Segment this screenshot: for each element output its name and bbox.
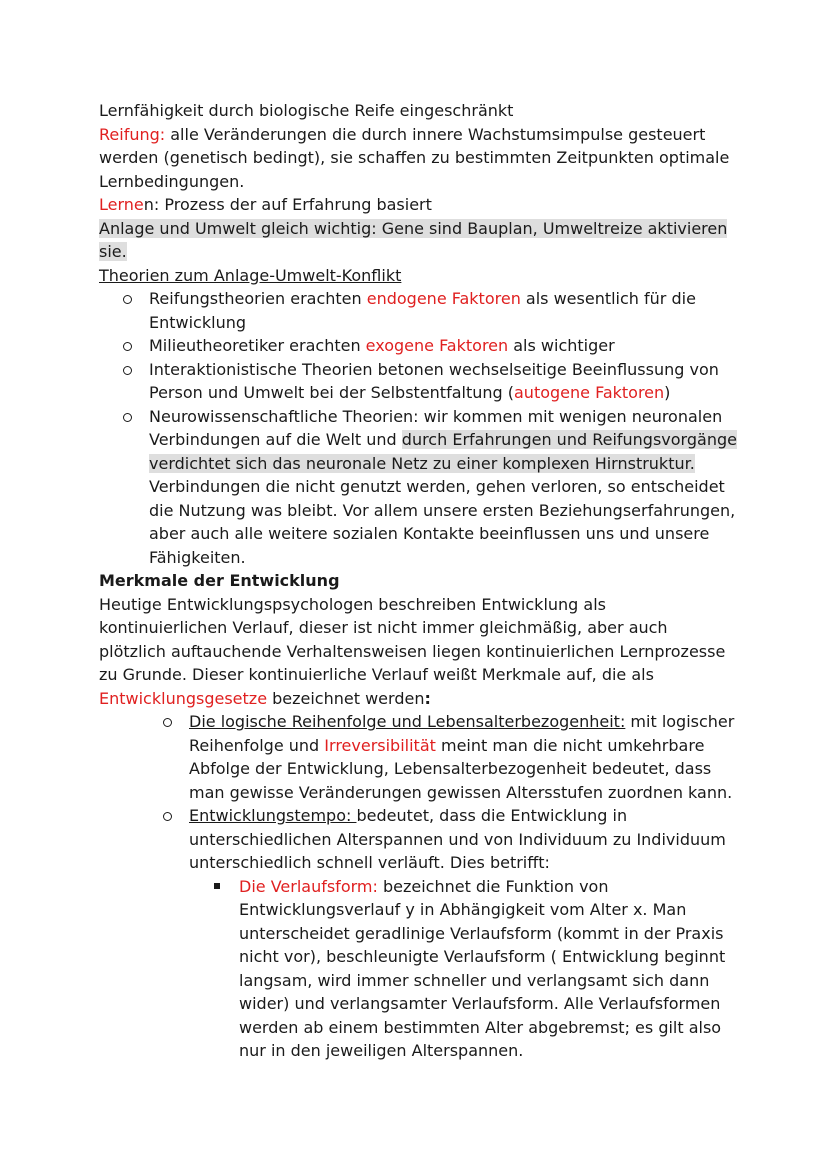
t4-post: Verbindungen die nicht genutzt werden, gehen verloren, so entscheidet die Nutzung was bleibt. Vor allem unsere ersten Beziehungserfahrungen, aber auch alle weitere sozialen Kontakte beeinflussen uns und unsere Fähigkeiten. [149, 477, 736, 567]
text-lernfaehigkeit: Lernfähigkeit durch biologische Reife eingeschränkt [99, 101, 514, 120]
heading-merkmale-text: Merkmale der Entwicklung [99, 571, 340, 590]
t4-pre: Neurowissenschaftliche Theorien: wir kommen mit wenigen neuronalen Verbindungen auf die Welt und [149, 406, 723, 449]
paragraph-anlage [99, 217, 739, 264]
list-item-verlaufsform [211, 875, 739, 1063]
list-item-interaktionistische [121, 358, 739, 405]
intro-pre: Heutige Entwicklungspsychologen beschreiben Entwicklung als kontinuierlichen Verlauf, dieser ist nicht immer gleichmäßig, aber auch plötzlich auftauchende Verhaltensweisen liegen kontinuierlichen Lernprozesse zu Grunde. Dieser kontinuierliche Verlauf weißt Merkmale auf, die als [99, 594, 726, 684]
g1-title: Die logische Reihenfolge und Lebensalterbezogenheit: [189, 712, 626, 731]
heading-theorien [99, 264, 739, 288]
g1-pre: mit logischer Reihenfolge und [189, 712, 735, 755]
t2-post: als wichtiger [508, 336, 615, 355]
t2-red: exogene Faktoren [365, 336, 509, 355]
paragraph-lernfaehigkeit [99, 99, 739, 123]
intro-red: Entwicklungsgesetze [99, 688, 268, 708]
heading-theorien-text: Theorien zum Anlage-Umwelt-Konflikt [99, 265, 402, 285]
text-reifung: alle Veränderungen die durch innere Wachstumsimpulse gesteuert werden (genetisch bedingt), sie schaffen zu bestimmten Zeitpunkten optimale Lernbedingungen. [99, 124, 730, 191]
t3-red: autogene Faktoren [514, 383, 665, 402]
g2-title: Entwicklungstempo: [189, 806, 357, 825]
text-lernen: n: Prozess der auf Erfahrung basiert [143, 195, 432, 214]
paragraph-reifung [99, 123, 739, 194]
t4-highlight: durch Erfahrungen und Reifungsvorgänge verdichtet sich das neuronale Netz zu einer komplexen Hirnstruktur. [149, 430, 737, 473]
t1-pre: Reifungstheorien erachten [149, 289, 367, 308]
intro-post: bezeichnet werden [267, 688, 425, 708]
highlight-anlage: Anlage und Umwelt gleich wichtig: Gene sind Bauplan, Umweltreize aktivieren sie. [99, 218, 728, 261]
intro-colon: : [424, 688, 431, 708]
list-item-reihenfolge [161, 710, 739, 804]
list-item-entwicklungstempo [161, 804, 739, 1063]
list-theorien [121, 287, 739, 569]
list-item-milieutheoretiker [121, 334, 739, 358]
list-gesetze [161, 710, 739, 1063]
document-content [99, 99, 739, 1063]
paragraph-lernen [99, 193, 739, 217]
paragraph-merkmale-intro [99, 593, 739, 711]
t1-post: als wesentlich für die Entwicklung [149, 289, 696, 332]
t3-pre: Interaktionistische Theorien betonen wechselseitige Beeinflussung von Person und Umwelt bei der Selbstentfaltung ( [149, 359, 719, 402]
g1-post: meint man die nicht umkehrbare Abfolge der Entwicklung, Lebensalterbezogenheit bedeutet, dass man gewisse Veränderungen gewissen Altersstufen zuordnen kann. [189, 735, 733, 802]
t1-red: endogene Faktoren [366, 289, 521, 308]
list-betrifft [211, 875, 739, 1063]
t3-post: ) [664, 383, 671, 402]
g2-text: bedeutet, dass die Entwicklung in unterschiedlichen Alterspannen und von Individuum zu Individuum unterschiedlich schnell verläuft. Dies betrifft: [189, 806, 726, 872]
heading-merkmale [99, 569, 739, 593]
term-reifung: Reifung: [99, 124, 166, 144]
g1-red: Irreversibilität [324, 735, 436, 755]
list-item-neurowissenschaftliche [121, 405, 739, 570]
verlaufsform-red: Die Verlaufsform: [239, 876, 378, 896]
list-item-reifungstheorien [121, 287, 739, 334]
term-lernen: Lerne [99, 195, 144, 214]
verlaufsform-text: bezeichnet die Funktion von Entwicklungsverlauf y in Abhängigkeit vom Alter x. Man unterscheidet geradlinige Verlaufsform (kommt in der Praxis nicht vor), beschleunigte Verlaufsform ( Entwicklung beginnt langsam, wird immer schneller und verlangsamt sich dann wider) und verlangsamter Verlaufsform. Alle Verlaufsformen werden ab einem bestimmten Alter abgebremst; es gilt also nur in den jeweiligen Alterspannen. [239, 876, 726, 1060]
t2-pre: Milieutheoretiker erachten [149, 336, 366, 355]
